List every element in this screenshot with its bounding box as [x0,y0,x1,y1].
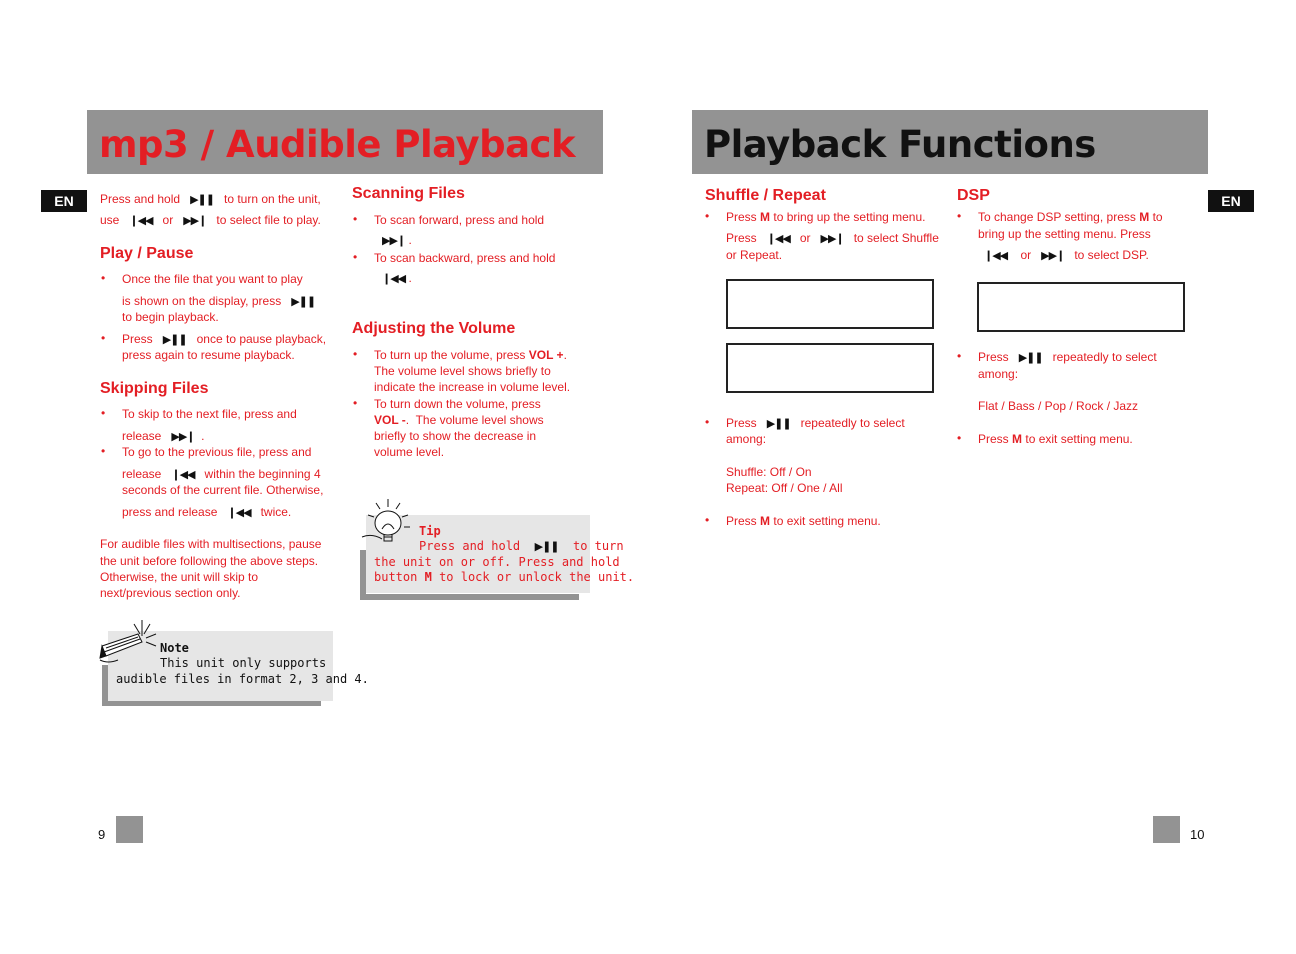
page-marker-right [1153,816,1180,843]
dsp-b1-l3 [984,247,1149,264]
bullet: • [957,431,962,445]
prev-icon: ❙◀◀ [171,468,195,481]
scan-b1: To scan forward, press and hold [374,213,545,227]
text: is shown on the display, press [122,294,282,308]
next-icon: ▶▶❙ [171,430,195,443]
vol-up-key: VOL + [528,348,564,362]
text: to lock or unlock the unit. [439,570,635,584]
note-bar-vertical [102,665,108,706]
dsp-b3 [978,431,1133,447]
text: release [122,429,162,443]
bullet: • [957,349,962,363]
tip-line-2: the unit on or off. Press and hold [374,555,620,569]
bullet: • [101,444,106,458]
text: Press [122,332,153,346]
dsp-b2-l1 [978,349,1157,366]
text: To turn up the volume, press [374,348,526,362]
text: within the beginning 4 [204,467,321,481]
text: to select file to play. [216,213,321,227]
text: Press [726,416,757,430]
dsp-b2-l2: among: [978,367,1019,381]
bullet: • [353,347,358,361]
prev-icon: ❙◀◀ [766,232,790,245]
text: to exit setting menu. [773,514,881,528]
skip-b1-l1: To skip to the next file, press and [122,407,297,421]
tip-bar-horizontal [360,594,579,600]
shuffle-option-1: Shuffle: Off / On [726,465,812,479]
skip-b2-l2 [122,466,321,483]
next-icon: ▶▶❙ [1041,249,1065,262]
text: to turn [572,539,624,553]
text: to select Shuffle [853,231,939,245]
play-pause-icon: ▶❚❚ [291,295,316,308]
scan-b2-icon-line: ❙◀◀ . [382,271,412,285]
text: to [1152,210,1163,224]
shuffle-b2-l2: among: [726,432,767,446]
m-key: M [424,570,432,584]
text: repeatedly to select [800,416,905,430]
next-icon: ▶▶❙ [382,234,406,247]
m-key: M [760,210,771,224]
text: use [100,213,120,227]
vol-b2-l3: briefly to show the decrease in [374,429,537,443]
lcd-display-dsp [977,282,1185,332]
m-key: M [760,514,771,528]
text: to bring up the setting menu. [773,210,926,224]
prev-icon: ❙◀◀ [129,214,153,227]
heading-adjusting-volume: Adjusting the Volume [352,320,516,337]
page-marker-left [116,816,143,843]
play-pause-icon: ▶❚❚ [162,333,187,346]
play-pause-icon: ▶❚❚ [534,540,559,553]
shuffle-option-2: Repeat: Off / One / All [726,481,843,495]
text: To change DSP setting, press [978,210,1136,224]
audible-note-l3: Otherwise, the unit will skip to [100,570,259,584]
text: Press [978,350,1009,364]
bullet: • [353,212,358,226]
vol-b1-l1: To turn up the volume, press VOL +. [374,348,567,362]
heading-skipping-files: Skipping Files [100,380,209,397]
intro-line-1 [100,191,321,208]
text: or [162,213,174,227]
play-pause-icon: ▶❚❚ [1018,351,1043,364]
text: release [122,467,162,481]
skip-b1-l2: release ▶▶❙ . [122,429,205,443]
note-line-1: This unit only supports [160,656,327,670]
text: Press [978,432,1009,446]
bullet: • [705,513,710,527]
shuffle-b1-l2 [726,230,939,247]
vol-b1-l2: The volume level shows briefly to [374,364,551,378]
skip-b2-l4 [122,504,291,521]
bullet: • [101,406,106,420]
vol-down-key: VOL - [374,413,406,427]
scan-b2: To scan backward, press and hold [374,251,556,265]
text: Press [726,514,757,528]
right-title-banner [692,110,1208,174]
left-title-banner [87,110,603,174]
text: twice. [260,505,292,519]
play-pause-b1-l2 [122,293,315,310]
next-icon: ▶▶❙ [183,214,207,227]
bullet: • [705,209,710,223]
shuffle-b1-l1 [726,209,925,225]
vol-b2-l2: VOL -. The volume level shows [374,413,544,427]
bullet: • [101,331,106,345]
lcd-display-2 [726,343,934,393]
page-number-left: 9 [98,827,106,842]
lcd-display-1 [726,279,934,329]
text: press and release [122,505,218,519]
text: once to pause playback, [196,332,327,346]
audible-note-l2: the unit before following the above steps. [100,554,319,568]
note-bar-horizontal [102,701,321,706]
tip-bar-vertical [360,550,366,600]
skip-b2-l3: seconds of the current file. Otherwise, [122,483,324,497]
play-pause-icon: ▶❚❚ [766,417,791,430]
text: to exit setting menu. [1025,432,1133,446]
tip-label: Tip [419,524,441,538]
dsp-b1-l2: bring up the setting menu. Press [978,227,1151,241]
bullet: • [353,396,358,410]
bullet: • [957,209,962,223]
tip-lightbulb-icon [358,497,416,549]
prev-icon: ❙◀◀ [984,249,1008,262]
text: Press and hold [419,539,521,553]
next-icon: ▶▶❙ [820,232,844,245]
heading-scanning-files: Scanning Files [352,185,465,202]
text: Press and hold [100,192,181,206]
text: Press [726,231,757,245]
tip-line-3 [374,569,634,585]
bullet: • [101,271,106,285]
language-badge-left: EN [41,190,87,212]
text: repeatedly to select [1052,350,1157,364]
page-number-right: 10 [1190,827,1205,842]
text: to turn on the unit, [224,192,321,206]
page-title-right: Playback Functions [704,123,1096,166]
bullet: • [705,415,710,429]
m-key: M [1012,432,1023,446]
audible-note-l4: next/previous section only. [100,586,241,600]
text: button [374,570,418,584]
page-title-left: mp3 / Audible Playback [99,123,576,166]
text: or [1020,248,1032,262]
vol-b2-l4: volume level. [374,445,445,459]
play-pause-icon: ▶❚❚ [190,193,214,206]
intro-line-2 [100,212,321,229]
play-pause-b2-l2: press again to resume playback. [122,348,295,362]
text: or [799,231,811,245]
note-pencil-icon [98,616,160,664]
shuffle-b2-l1 [726,415,905,432]
heading-play-pause: Play / Pause [100,245,194,262]
prev-icon: ❙◀◀ [382,272,406,285]
skip-b2-l1: To go to the previous file, press and [122,445,312,459]
scan-b1-icon-line: ▶▶❙ . [382,233,412,247]
play-pause-b1-l1: Once the file that you want to play [122,272,303,286]
tip-line-1 [419,538,624,555]
shuffle-b1-l3: or Repeat. [726,248,783,262]
prev-icon: ❙◀◀ [227,506,251,519]
play-pause-b2-l1 [122,331,326,348]
heading-dsp: DSP [957,187,990,204]
bullet: • [353,250,358,264]
m-key: M [1139,210,1150,224]
audible-note-l1: For audible files with multisections, pause [100,537,322,551]
text: The volume level shows [415,413,544,427]
vol-b2-l1: To turn down the volume, press [374,397,541,411]
play-pause-b1-l3: to begin playback. [122,310,219,324]
heading-shuffle-repeat: Shuffle / Repeat [705,187,826,204]
note-label: Note [160,641,189,655]
dsp-b1-l1 [978,209,1163,225]
dsp-options: Flat / Bass / Pop / Rock / Jazz [978,399,1139,413]
text: to select DSP. [1074,248,1149,262]
note-line-2: audible files in format 2, 3 and 4. [116,672,369,686]
vol-b1-l3: indicate the increase in volume level. [374,380,571,394]
text: Press [726,210,757,224]
shuffle-b3 [726,513,881,529]
language-badge-right: EN [1208,190,1254,212]
